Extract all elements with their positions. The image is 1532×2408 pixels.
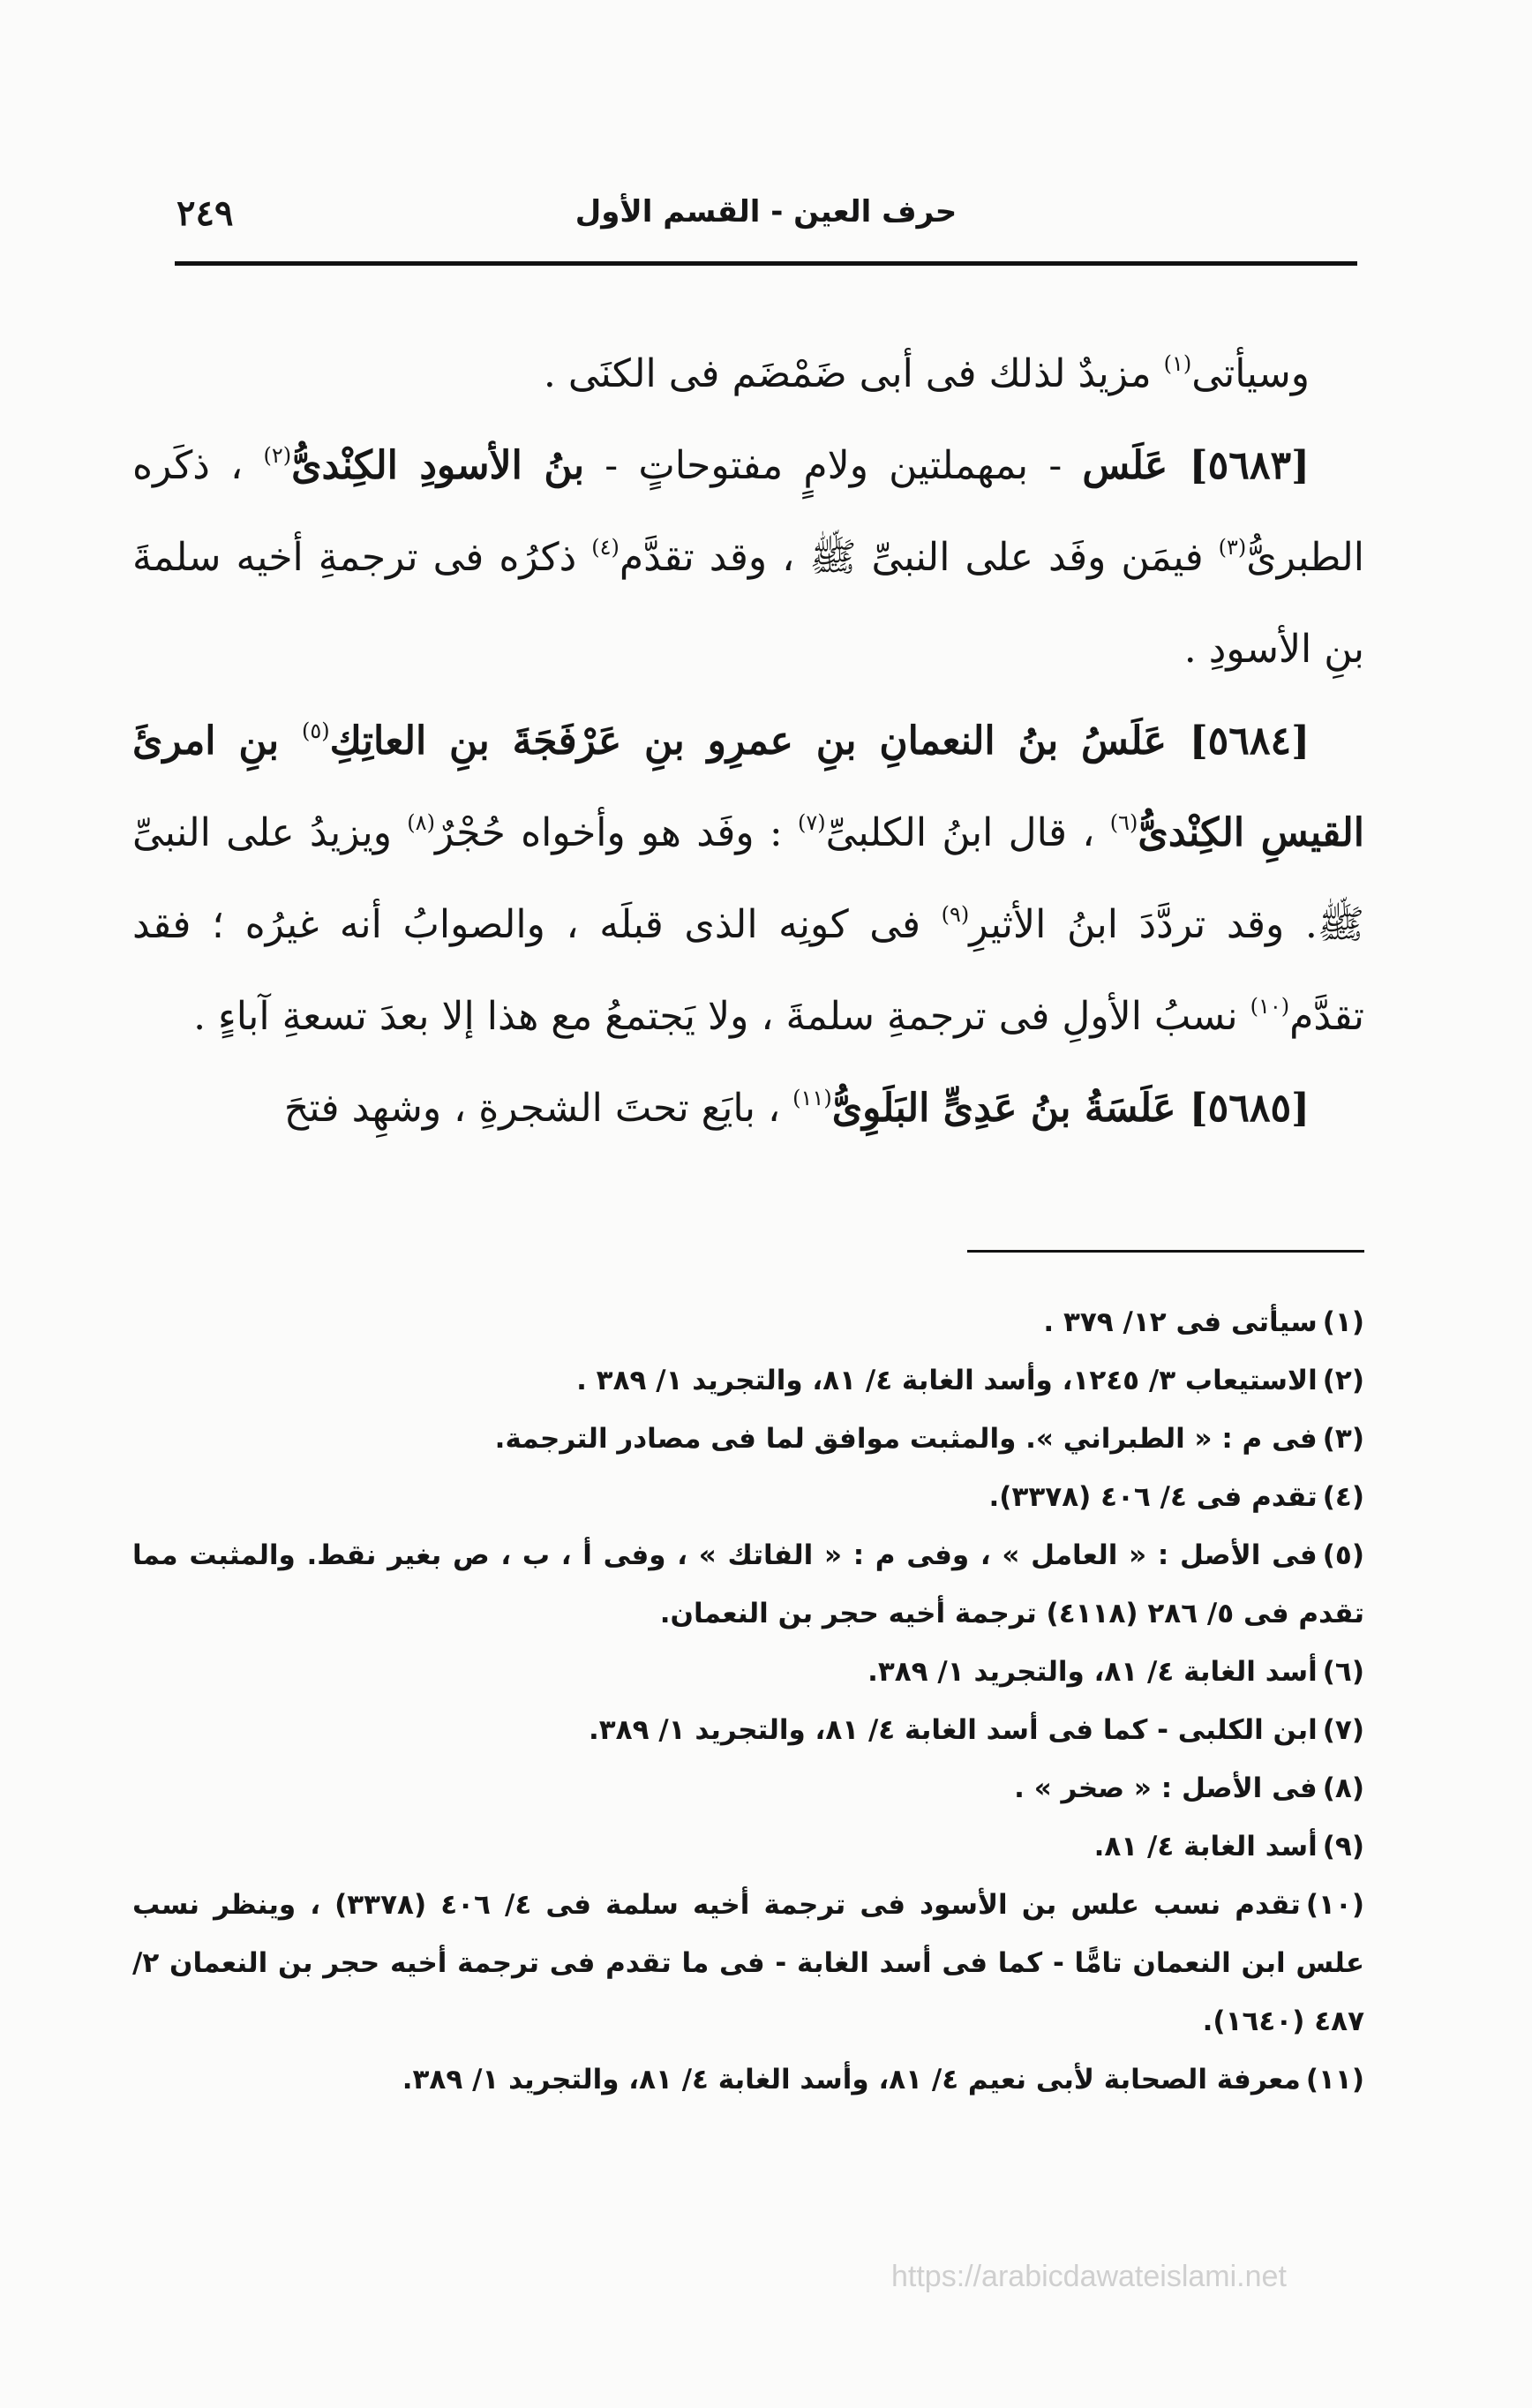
footnote-number: (٨) [1322,1772,1364,1804]
footnote-text: فى م : « الطبراني ». والمثبت موافق لما فى مصادر الترجمة. [494,1423,1318,1455]
footnote-text: تقدم فى ٤/ ٤٠٦ (٣٣٧٨). [988,1481,1318,1513]
text-run: وسيأتى [1191,351,1310,396]
text-run: مزيدٌ لذلك فى أبى ضَمْضَم فى الكنَى . [543,351,1164,396]
paragraph-1 [132,328,1364,420]
footnote-ref: (٣) [1218,535,1247,560]
text-run: ذكرُه فى ترجمةِ أخيه سلمةَ بنِ الأسودِ . [132,535,1364,672]
footnote-number: (٧) [1322,1714,1364,1746]
footnote-number: (١) [1322,1306,1364,1338]
footnote-number: (٦) [1322,1656,1364,1688]
entry-5685 [132,1063,1364,1155]
footnote-item [132,1817,1364,1876]
footnote-ref: (١٠) [1250,994,1290,1019]
footnote-item [132,1526,1364,1643]
footnote-text: معرفة الصحابة لأبى نعيم ٤/ ٨١، وأسد الغابة ٤/ ٨١، والتجريد ١/ ٣٨٩. [402,2064,1301,2096]
footnote-ref: (١) [1163,351,1192,376]
running-header [176,185,1356,247]
header-title: حرف العين - القسم الأول [574,194,958,230]
text-run: ، ذكَره الطبرىُّ [132,443,1365,580]
footnote-ref: (٧) [798,810,826,835]
footnote-text: تقدم نسب علس بن الأسود فى ترجمة أخيه سلمة فى ٤/ ٤٠٦ (٣٣٧٨) ، وينظر نسب علس ابن النعمان تامًّا - كما فى أسد الغابة - فى ما تقدم فى ترجمة أخيه حجر بن النعمان ٢/ ٤٨٧ (١٦٤٠). [132,1889,1364,2037]
footnote-item [132,1468,1364,1526]
entry-heading-cont: بنُ الأسودِ الكِنْدىُّ [291,443,585,488]
footnote-item [132,1410,1364,1468]
footnote-ref: (٥) [301,719,330,743]
header-divider [175,261,1357,266]
footnote-ref: (٢) [263,443,292,468]
footnote-item [132,2051,1364,2109]
footnote-number: (٥) [1322,1539,1364,1571]
footnote-number: (٩) [1322,1831,1364,1862]
footnote-item [132,1643,1364,1701]
footnote-text: فى الأصل : « العامل » ، وفى م : « الفاتك » ، وفى أ ، ب ، ص بغير نقط. والمثبت مما تقدم فى ٥/ ٢٨٦ (٤١١٨) ترجمة أخيه حجر بن النعمان. [132,1539,1364,1629]
page-number: ٢٤٩ [176,192,234,234]
footnote-item [132,1876,1364,2051]
entry-5683 [132,420,1364,696]
footnote-item [132,1351,1364,1410]
footnote-text: أسد الغابة ٤/ ٨١، والتجريد ١/ ٣٨٩. [867,1656,1318,1688]
footnote-ref: (٦) [1109,810,1138,835]
text-run: ، بايَع تحتَ الشجرةِ ، وشهِد فتحَ [283,1086,793,1131]
footnote-ref: (١١) [792,1086,832,1110]
entry-heading-cont: بنِ امرئَ القيسِ الكِنْدىُّ [132,719,1365,855]
footnote-item [132,1701,1364,1759]
entry-heading: [٥٦٨٤] عَلَسُ بنُ النعمانِ بنِ عمرِو بنِ عَرْفَجَةَ بنِ العاتِكِ [329,719,1310,764]
footnote-item [132,1293,1364,1351]
text-run: ويزيدُ على النبىِّ ﷺ. وقد تردَّدَ ابنُ الأثيرِ [132,810,1364,947]
entry-heading: [٥٦٨٥] عَلَسَةُ بنُ عَدِىٍّ البَلَوِىُّ [831,1086,1310,1131]
footnote-ref: (٩) [941,902,970,927]
footnotes [132,1293,1364,2109]
text-run: نسبُ الأولِ فى ترجمةِ سلمةَ ، ولا يَجتمعُ مع هذا إلا بعدَ تسعةِ آباءٍ . [193,994,1250,1039]
footnote-text: أسد الغابة ٤/ ٨١. [1093,1831,1318,1862]
footnote-ref: (٨) [407,810,435,835]
text-run: : وفَد هو وأخواه حُجْرٌ [434,810,798,855]
text-run: فيمَن وفَد على النبىِّ ﷺ ، وقد تقدَّم [619,535,1219,580]
footnote-text: الاستيعاب ٣/ ١٢٤٥، وأسد الغابة ٤/ ٨١، والتجريد ١/ ٣٨٩ . [576,1365,1318,1396]
main-text [132,328,1364,1155]
footnote-number: (٤) [1322,1481,1364,1513]
footnote-number: (١٠) [1305,1889,1364,1921]
footnote-number: (٢) [1322,1365,1364,1396]
text-run: فى كونِه الذى قبلَه ، والصوابُ أنه غيرُه ؛ فقد تقدَّم [132,902,1364,1039]
footnote-text: سيأتى فى ١٢/ ٣٧٩ . [1043,1306,1318,1338]
text-run: - بمهملتين ولامٍ مفتوحاتٍ - [584,443,1083,488]
footnote-text: فى الأصل : « صخر » . [1014,1772,1318,1804]
footnote-text: ابن الكلبى - كما فى أسد الغابة ٤/ ٨١، والتجريد ١/ ٣٨٩. [588,1714,1318,1746]
footnote-item [132,1759,1364,1817]
footnote-divider [967,1250,1364,1253]
watermark-url: https://arabicdawateislami.net [891,2260,1287,2293]
entry-5684 [132,696,1364,1063]
footnote-ref: (٤) [591,535,620,560]
footnote-number: (١١) [1305,2064,1364,2096]
text-run: ، قال ابنُ الكلبىِّ [825,810,1110,855]
footnote-number: (٣) [1322,1423,1364,1455]
entry-heading: [٥٦٨٣] عَلَس [1082,443,1310,488]
